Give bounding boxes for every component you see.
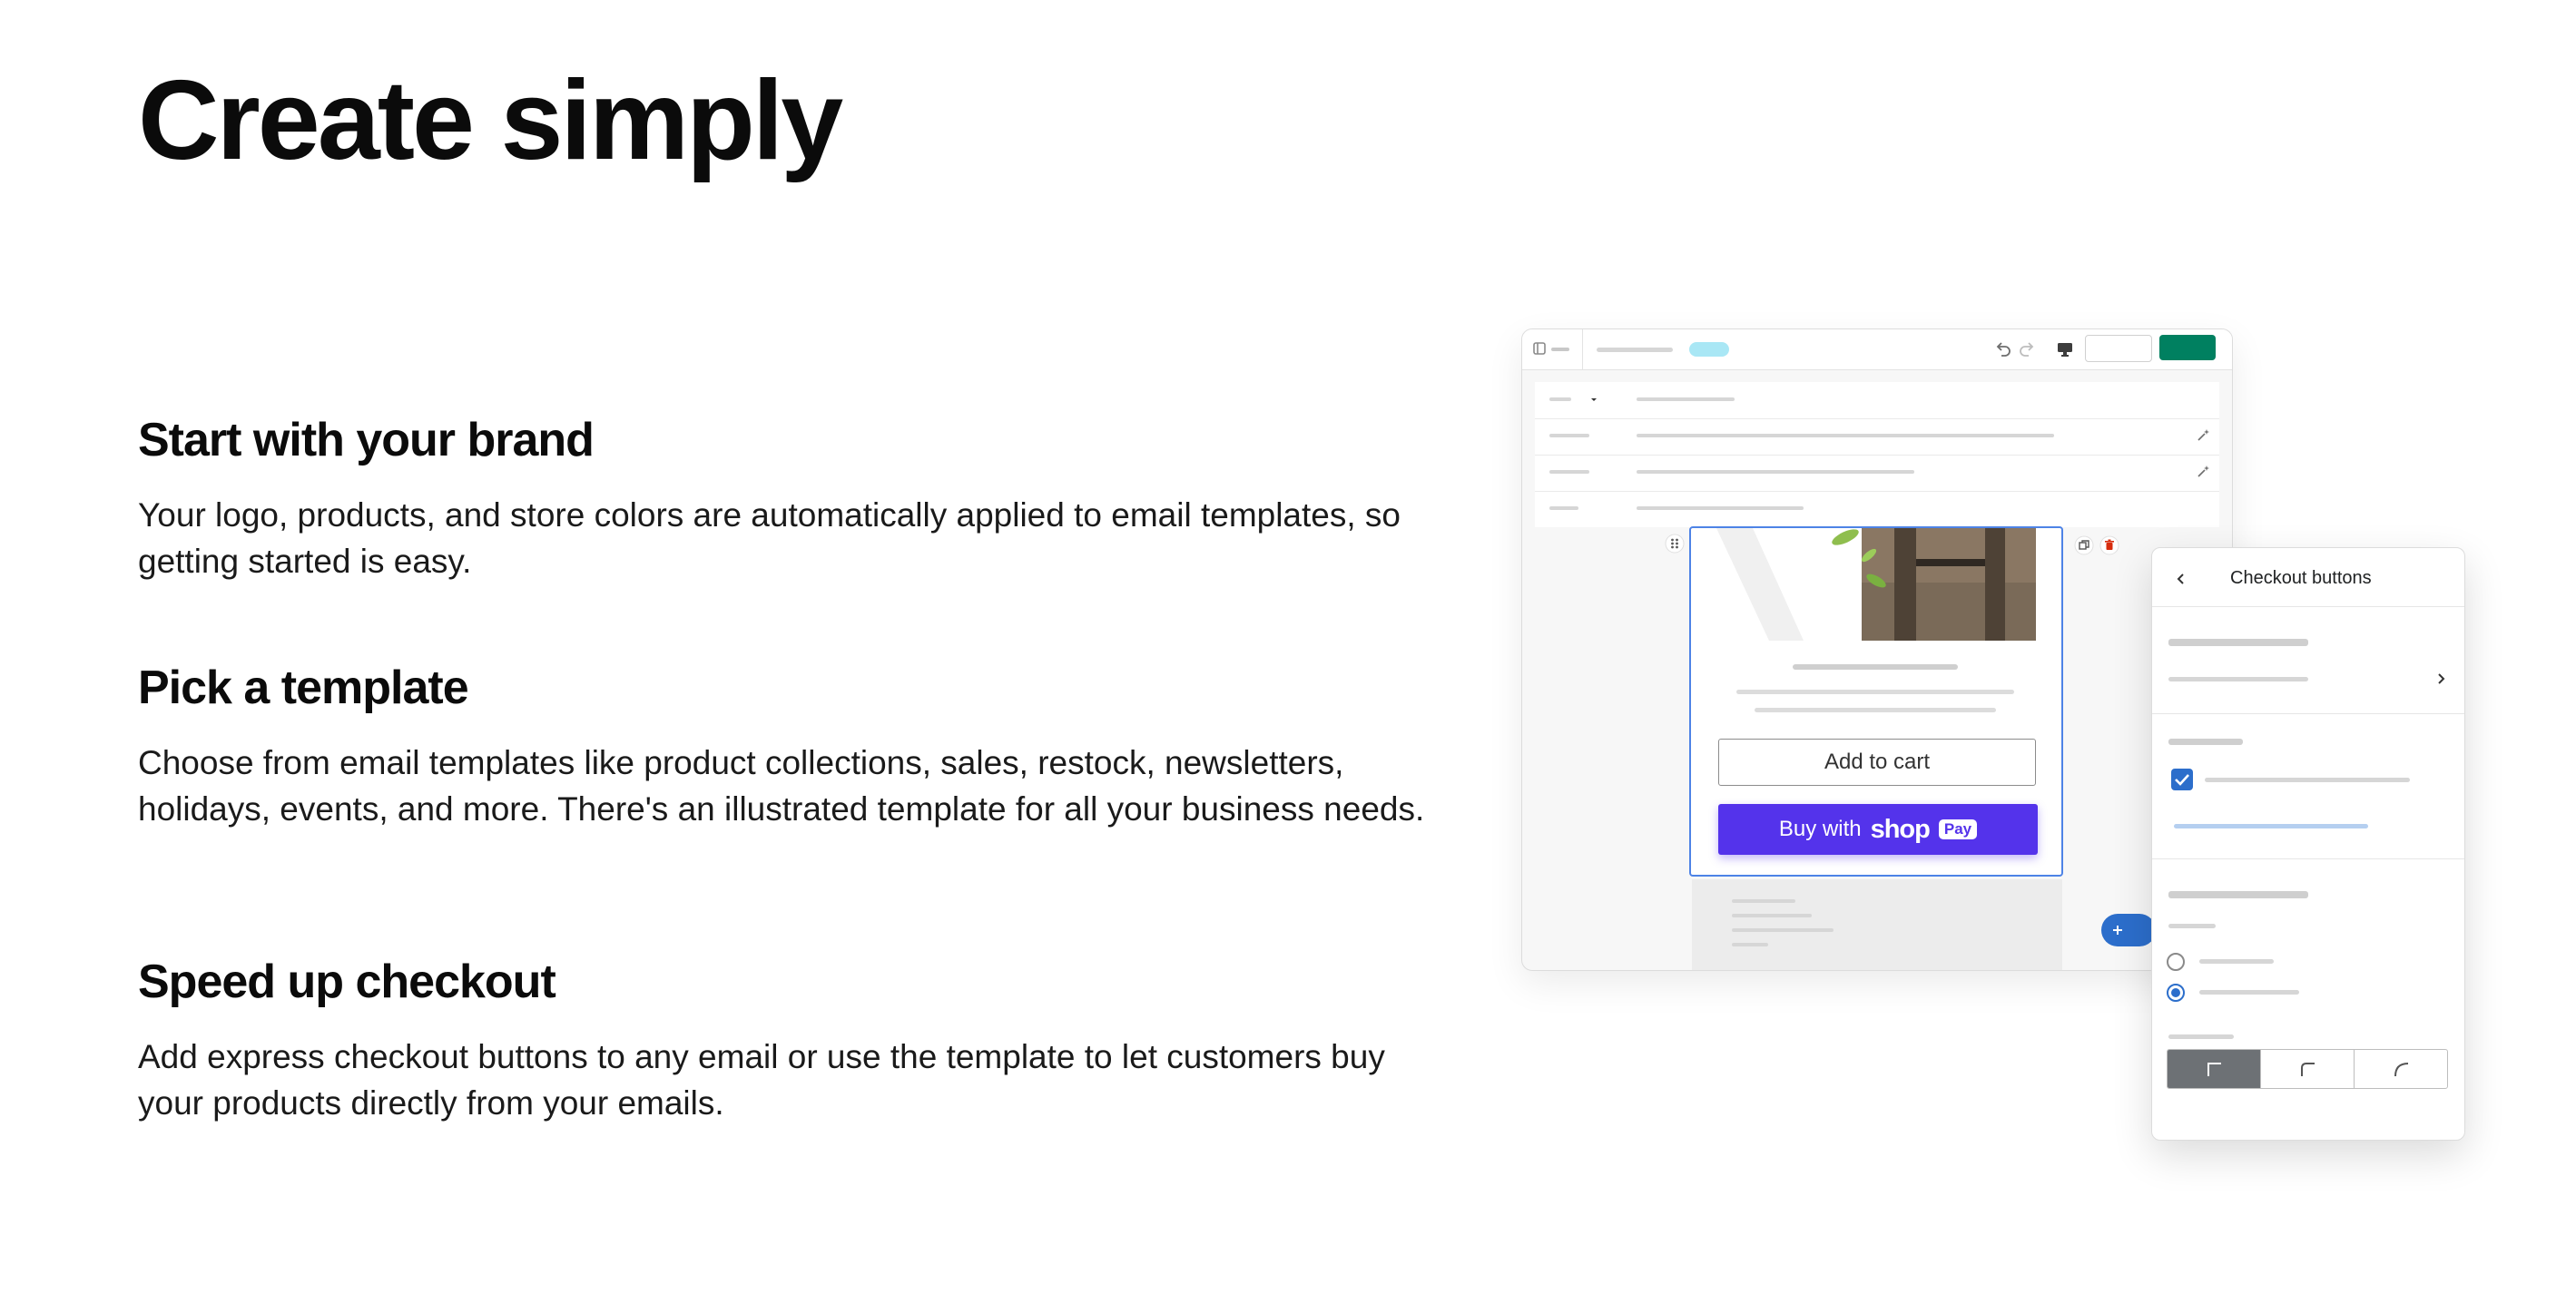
checkbox-label-placeholder	[2205, 778, 2410, 782]
desktop-preview-icon[interactable]	[2056, 341, 2074, 358]
radio-option[interactable]	[2167, 953, 2185, 971]
corner-style-segmented-control[interactable]	[2167, 1049, 2448, 1089]
chevron-right-icon	[2433, 672, 2448, 686]
sidebar-toggle-icon[interactable]	[1533, 342, 1546, 355]
radio-option-selected[interactable]	[2167, 984, 2185, 1002]
corner-large-radius-icon	[2392, 1060, 2410, 1078]
navigation-row[interactable]	[2152, 661, 2464, 697]
corner-square-icon	[2205, 1060, 2223, 1078]
product-description-placeholder	[1736, 690, 2014, 694]
feature-body: Choose from email templates like product collections, sales, restock, newsletters, holidays, events, and more. There's an illustrated template for all your business needs.	[138, 743, 1425, 828]
email-footer-block	[1692, 879, 2062, 970]
secondary-action-button[interactable]	[2085, 335, 2152, 362]
preview-text-field[interactable]	[1535, 455, 2219, 492]
editor-toolbar	[1522, 329, 2232, 370]
field-label	[1549, 397, 1571, 401]
product-description-placeholder	[1755, 708, 1996, 712]
feature-heading: Pick a template	[138, 662, 468, 714]
footer-line	[1732, 928, 1834, 932]
buy-with-shop-pay-button[interactable]	[1718, 804, 2038, 855]
feature-brand	[138, 414, 1427, 584]
checkout-buttons-panel	[2151, 547, 2465, 1141]
magic-wand-icon[interactable]	[2196, 465, 2210, 479]
pay-badge: Pay	[1939, 819, 1977, 839]
field-value	[1637, 506, 1804, 510]
feature-body: Add express checkout buttons to any email or use the template to let customers buy your products directly from your emails.	[138, 1037, 1385, 1122]
feature-heading: Start with your brand	[138, 414, 594, 466]
shop-logo-text: shop	[1870, 814, 1930, 844]
corner-small-radius-option[interactable]	[2261, 1050, 2355, 1088]
panel-divider	[2152, 606, 2464, 607]
undo-icon[interactable]	[1994, 340, 2012, 358]
info-link-placeholder[interactable]	[2174, 824, 2368, 828]
duplicate-icon[interactable]	[2074, 535, 2094, 555]
corner-large-radius-option[interactable]	[2355, 1050, 2447, 1088]
footer-line	[1732, 899, 1795, 903]
field-value	[1637, 434, 2054, 437]
field-value	[1637, 470, 1914, 474]
product-image	[1716, 528, 2036, 641]
radio-label-placeholder	[2199, 990, 2299, 995]
feature-checkout	[138, 956, 1427, 1126]
field-label	[1549, 470, 1589, 474]
product-title-placeholder	[1793, 664, 1958, 670]
feature-template	[138, 662, 1427, 832]
feature-body: Your logo, products, and store colors are automatically applied to email templates, so getting started is easy.	[138, 495, 1401, 580]
subheading-placeholder	[2168, 924, 2216, 928]
magic-wand-icon[interactable]	[2196, 428, 2210, 443]
chevron-down-icon[interactable]	[1589, 395, 1598, 404]
status-pill	[1689, 342, 1729, 357]
footer-line	[1732, 914, 1812, 917]
send-button[interactable]	[2159, 335, 2216, 360]
trash-icon[interactable]	[2099, 535, 2119, 555]
to-field[interactable]	[1535, 491, 2219, 527]
field-label	[1549, 434, 1589, 437]
corner-square-option[interactable]	[2168, 1050, 2261, 1088]
email-name-placeholder	[1597, 348, 1673, 352]
checkbox-check-icon[interactable]	[2170, 768, 2194, 791]
toolbar-separator	[1582, 329, 1583, 369]
radio-label-placeholder	[2199, 959, 2274, 964]
from-field[interactable]	[1535, 382, 2219, 419]
add-section-button[interactable]	[2101, 914, 2156, 946]
section-heading-placeholder	[2168, 891, 2308, 898]
email-header-fields	[1535, 382, 2219, 527]
page-title: Create simply	[138, 58, 841, 183]
section-heading-placeholder	[2168, 639, 2308, 646]
field-label	[1549, 506, 1578, 510]
add-to-cart-button[interactable]	[1718, 739, 2036, 786]
row-label-placeholder	[2168, 677, 2308, 681]
subheading-placeholder	[2168, 1034, 2234, 1039]
panel-divider	[2152, 713, 2464, 714]
panel-divider	[2152, 858, 2464, 859]
add-to-cart-label: Add to cart	[1824, 750, 1931, 774]
subject-field[interactable]	[1535, 418, 2219, 456]
section-heading-placeholder	[2168, 739, 2243, 745]
drag-handle-icon[interactable]	[1665, 534, 1685, 554]
buy-with-label: Buy with	[1778, 817, 1862, 841]
chevron-left-icon[interactable]	[2174, 572, 2188, 586]
redo-icon[interactable]	[2018, 340, 2036, 358]
plus-icon	[2110, 923, 2125, 937]
feature-heading: Speed up checkout	[138, 956, 556, 1008]
corner-small-radius-icon	[2298, 1060, 2316, 1078]
panel-title: Checkout buttons	[2230, 568, 2372, 588]
toolbar-placeholder	[1551, 348, 1569, 351]
footer-line	[1732, 943, 1768, 946]
email-product-block[interactable]	[1689, 526, 2063, 877]
field-value	[1637, 397, 1735, 401]
